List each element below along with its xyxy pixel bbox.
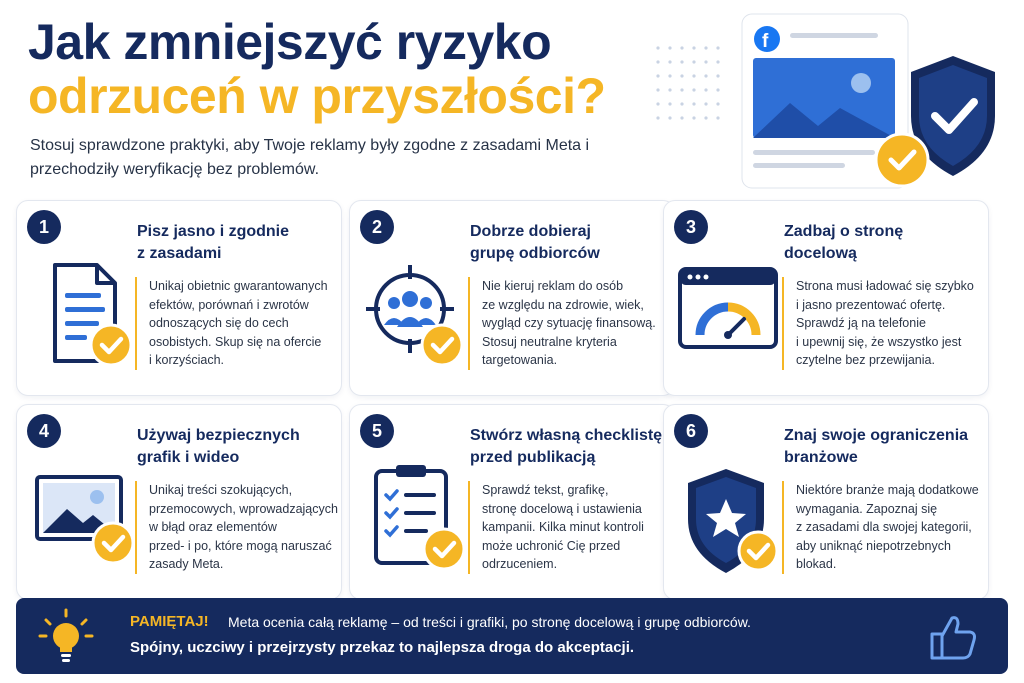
card-body: Sprawdź tekst, grafikę, stronę docelową i ustawienia kampanii. Kilka minut kontroli może uchronić Cię przed odrzuceniem. bbox=[468, 481, 676, 574]
tip-card-4 bbox=[16, 404, 342, 600]
card-body: Niektóre branże mają dodatkowe wymagania. Zapoznaj się z zasadami dla swojej kategorii, aby uniknąć niepotrzebnych blokad. bbox=[782, 481, 990, 574]
card-body: Unikaj treści szokujących, przemocowych, wprowadzających w błąd oraz elementów przed- i po, które mogą naruszać zasady Meta. bbox=[135, 481, 343, 574]
step-number-badge: 6 bbox=[674, 414, 708, 448]
hero-illustration bbox=[640, 8, 1020, 198]
tip-card-2 bbox=[349, 200, 675, 396]
card-body: Unikaj obietnic gwarantowanych efektów, porównań i zwrotów odnoszących się do cech osobistych. Skup się na ofercie i korzyściach. bbox=[135, 277, 343, 370]
card-body: Nie kieruj reklam do osób ze względu na zdrowie, wiek, wygląd czy sytuację finansową. Stosuj neutralne kryteria targetowania. bbox=[468, 277, 676, 370]
page-title-line-1: Jak zmniejszyć ryzyko bbox=[28, 14, 552, 70]
target-audience-icon bbox=[364, 259, 468, 377]
tip-card-3 bbox=[663, 200, 989, 396]
card-title: Zadbaj o stronę docelową bbox=[784, 223, 904, 262]
ad-approval-icon bbox=[640, 8, 1020, 198]
card-title: Używaj bezpiecznych grafik i wideo bbox=[137, 427, 300, 466]
step-number-badge: 4 bbox=[27, 414, 61, 448]
shield-star-icon bbox=[678, 463, 782, 581]
reminder-label: PAMIĘTAJ! bbox=[130, 613, 209, 630]
step-number-badge: 2 bbox=[360, 210, 394, 244]
card-body: Strona musi ładować się szybko i jasno prezentować ofertę. Sprawdź ją na telefonie i upewnij się, że wszystko jest czytelne bez przewijania. bbox=[782, 277, 990, 370]
svg-text:f: f bbox=[762, 31, 769, 52]
tip-card-5 bbox=[349, 404, 675, 600]
speed-gauge-icon bbox=[678, 259, 782, 377]
card-title: Stwórz własną checklistę przed publikacją bbox=[470, 427, 663, 466]
clipboard-checklist-icon bbox=[364, 463, 468, 581]
page-subtitle: Stosuj sprawdzone praktyki, aby Twoje reklamy były zgodne z zasadami Meta i przechodziły weryfikację bez problemów. bbox=[30, 137, 590, 178]
step-number-badge: 1 bbox=[27, 210, 61, 244]
reminder-conclusion: Spójny, uczciwy i przejrzysty przekaz to najlepsza droga do akceptacji. bbox=[130, 639, 635, 656]
tip-card-1 bbox=[16, 200, 342, 396]
image-check-icon bbox=[31, 463, 135, 581]
page-title-line-2: odrzuceń w przyszłości? bbox=[28, 68, 606, 124]
step-number-badge: 5 bbox=[360, 414, 394, 448]
card-title: Znaj swoje ograniczenia branżowe bbox=[784, 427, 969, 466]
card-title: Pisz jasno i zgodnie z zasadami bbox=[137, 223, 290, 262]
reminder-text: Meta ocenia całą reklamę – od treści i grafiki, po stronę docelową i grupę odbiorców. bbox=[228, 614, 751, 630]
tip-card-6 bbox=[663, 404, 989, 600]
reminder-banner bbox=[16, 598, 1008, 674]
thumbs-up-icon bbox=[926, 610, 980, 664]
document-check-icon bbox=[31, 259, 135, 377]
step-number-badge: 3 bbox=[674, 210, 708, 244]
card-title: Dobrze dobieraj grupę odbiorców bbox=[470, 223, 600, 262]
lightbulb-icon bbox=[38, 608, 94, 664]
